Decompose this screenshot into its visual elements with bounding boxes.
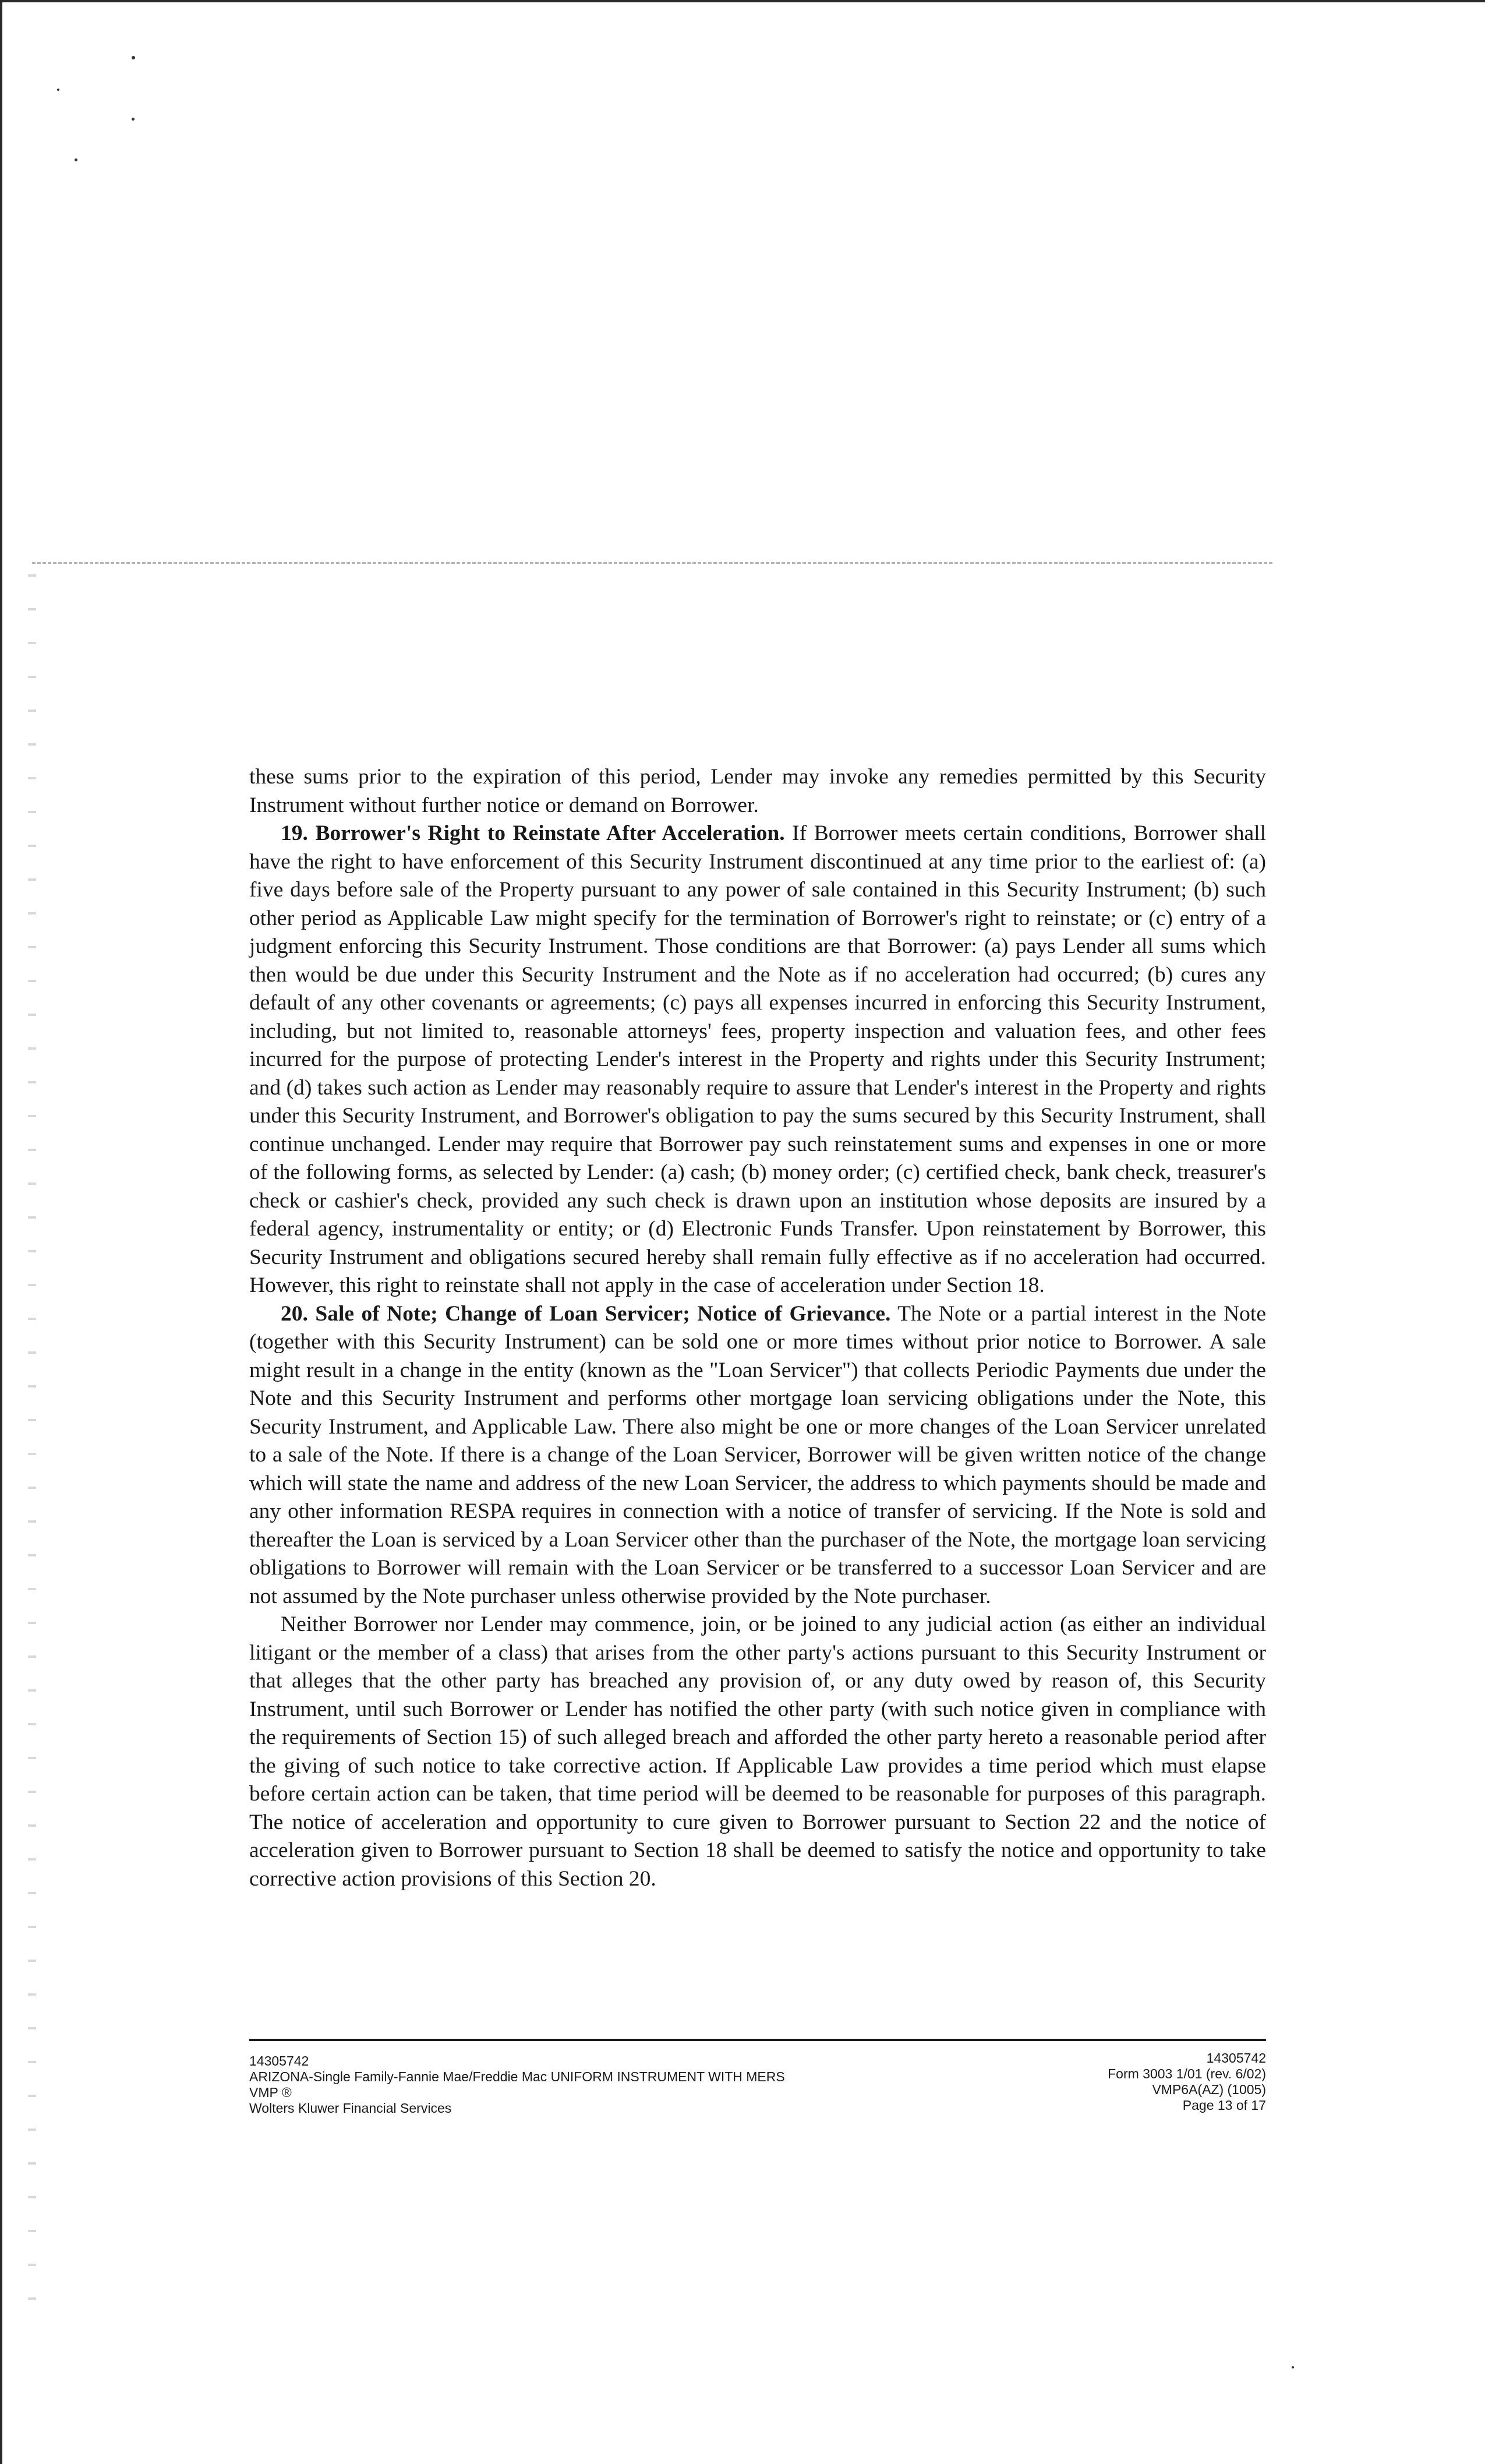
- scan-speck: [75, 158, 77, 161]
- footer-divider: [249, 2039, 1266, 2041]
- footer-form-number: Form 3003 1/01 (rev. 6/02): [1108, 2066, 1266, 2081]
- footer-form-title: ARIZONA-Single Family-Fannie Mae/Freddie Mac UNIFORM INSTRUMENT WITH MERS: [249, 2069, 785, 2084]
- continuation-paragraph: [249, 763, 1266, 820]
- scan-border-left: [0, 0, 2, 2464]
- grievance-paragraph: [249, 1611, 1266, 1893]
- footer-publisher: Wolters Kluwer Financial Services: [249, 2101, 452, 2116]
- section-19-paragraph: [249, 820, 1266, 1300]
- section-20-heading: 20. Sale of Note; Change of Loan Servicer; Notice of Grievance.: [281, 1301, 891, 1326]
- scan-speck: [57, 89, 59, 91]
- footer-left: [249, 2053, 785, 2116]
- section-20-text: The Note or a partial interest in the Note (together with this Security Instrument) can be sold one or more times without prior notice to Borrower. A sale might result in a change in the entity (known as the "Loan Servicer") that collects Periodic Payments due under the Note and this Security Instrument and performs other mortgage loan servicing obligations under the Note, this Security Instrument, and Applicable Law. There also might be one or more changes of the Loan Servicer unrelated to a sale of the Note. If there is a change of the Loan Servicer, Borrower will be given written notice of the change which will state the name and address of the new Loan Servicer, the address to which payments should be made and any other information RESPA requires in connection with a notice of transfer of servicing. If the Note is sold and thereafter the Loan is serviced by a Loan Servicer other than the purchaser of the Note, the mortgage loan servicing obligations to Borrower will remain with the Loan Servicer or be transferred to a successor Loan Servicer and are not assumed by the Note purchaser unless otherwise provided by the Note purchaser.: [249, 1301, 1266, 1608]
- scan-border-top: [0, 0, 1485, 2]
- scan-speck: [132, 56, 135, 59]
- footer-right-loan-number: 14305742: [1206, 2050, 1266, 2066]
- footer-vmp-code: VMP6A(AZ) (1005): [1152, 2082, 1266, 2097]
- section-19-text: If Borrower meets certain conditions, Borrower shall have the right to have enforcement of this Security Instrument discontinued at any time prior to the earliest of: (a) five days before sale of the Property pursuant to any power of sale contained in this Security Instrument; (b) such other period as Applicable Law might specify for the termination of Borrower's right to reinstate; or (c) entry of a judgment enforcing this Security Instrument. Those conditions are that Borrower: (a) pays Lender all sums which then would be due under this Security Instrument and the Note as if no acceleration had occurred; (b) cures any default of any other covenants or agreements; (c) pays all expenses incurred in enforcing this Security Instrument, including, but not limited to, reasonable attorneys' fees, property inspection and valuation fees, and other fees incurred for the purpose of protecting Lender's interest in the Property and rights under this Security Instrument; and (d) takes such action as Lender may reasonably require to assure that Lender's interest in the Property and rights under this Security Instrument, and Borrower's obligation to pay the sums secured by this Security Instrument, shall continue unchanged. Lender may require that Borrower pay such reinstatement sums and expenses in one or more of the following forms, as selected by Lender: (a) cash; (b) money order; (c) certified check, bank check, treasurer's check or cashier's check, provided any such check is drawn upon an institution whose deposits are insured by a federal agency, instrumentality or entity; or (d) Electronic Funds Transfer. Upon reinstatement by Borrower, this Security Instrument and obligations secured hereby shall remain fully effective as if no acceleration had occurred. However, this right to reinstate shall not apply in the case of acceleration under Section 18.: [249, 821, 1266, 1297]
- grievance-text: Neither Borrower nor Lender may commence, join, or be joined to any judicial action (as either an individual litigant or the member of a class) that arises from the other party's actions pursuant to this Security Instrument or that alleges that the other party has breached any provision of, or any duty owed by reason of, this Security Instrument, until such Borrower or Lender has notified the other party (with such notice given in compliance with the requirements of Section 15) of such alleged breach and afforded the other party hereto a reasonable period after the giving of such notice to take corrective action. If Applicable Law provides a time period which must elapse before certain action can be taken, that time period will be deemed to be reasonable for purposes of this paragraph. The notice of acceleration and opportunity to cure given to Borrower pursuant to Section 22 and the notice of acceleration given to Borrower pursuant to Section 18 shall be deemed to satisfy the notice and opportunity to take corrective action provisions of this Section 20.: [249, 1612, 1266, 1891]
- scan-speck: [132, 118, 135, 121]
- section-20-paragraph: [249, 1300, 1266, 1611]
- continuation-text: these sums prior to the expiration of this period, Lender may invoke any remedies permitted by this Security Instrument without further notice or demand on Borrower.: [249, 765, 1266, 817]
- footer-vmp: VMP ®: [249, 2085, 292, 2100]
- document-body: [249, 763, 1266, 1893]
- footer-loan-number: 14305742: [249, 2053, 309, 2068]
- scan-fold-line: [32, 562, 1272, 564]
- page-number: Page 13 of 17: [1182, 2098, 1266, 2113]
- footer-right: [1108, 2050, 1266, 2113]
- scan-speck: [1292, 2366, 1294, 2368]
- section-19-heading: 19. Borrower's Right to Reinstate After Acceleration.: [281, 821, 785, 845]
- scan-edge-marks: [28, 559, 36, 2307]
